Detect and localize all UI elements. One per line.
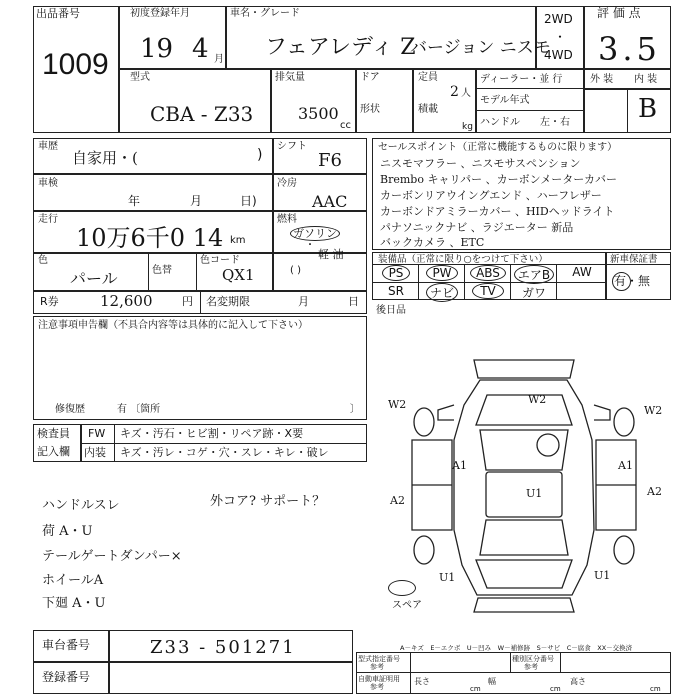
diagram-label: A2 [647, 485, 662, 498]
diagram-label: U1 [439, 571, 456, 584]
inspection-month-unit: 月 [190, 194, 203, 208]
load-unit: kg [462, 122, 473, 132]
color-change-label: 色替 [152, 265, 172, 276]
notes-label: 注意事項申告欄（不具合内容等は具体的に記入して下さい） [38, 320, 308, 331]
model-value: フェアレディ Z [265, 35, 416, 60]
type-value: CBA - Z33 [150, 102, 254, 126]
fuel-paren: ( ) [290, 265, 301, 276]
shape-label: 形状 [360, 104, 380, 115]
disp-unit: cc [340, 120, 351, 131]
selling-point-line: ニスモマフラー 、ニスモサスペンション [380, 157, 581, 170]
grade-value: バージョン ニスモ [410, 38, 551, 58]
disp-value: 3500 [298, 104, 339, 123]
drive-4wd: 4WD [544, 48, 573, 62]
equip-abs: ABS [470, 265, 506, 281]
shift-label: シフト [277, 141, 307, 152]
note-line: 下廻 A・U [42, 596, 106, 611]
selling-points-label: セールスポイント（正常に機能するものに限ります） [378, 142, 618, 153]
selling-point-line: Brembo キャリパー 、カーボンメーターカバー [380, 173, 618, 186]
first-reg-month: 4 [192, 34, 209, 64]
equip-aw: AW [572, 265, 592, 279]
inspection-year-unit: 年 [128, 194, 141, 208]
width-label: 幅 [488, 677, 496, 686]
repair-value: 有 〔箇所 [117, 404, 161, 415]
inspection-label: 車検 [38, 178, 58, 189]
handle-value: 左・右 [540, 117, 570, 128]
diagram-label: U1 [594, 569, 611, 582]
inspection-day-unit: 日) [240, 194, 257, 208]
model-year-label: モデル年式 [480, 95, 530, 106]
color-value: パール [70, 269, 118, 288]
exterior-label: 外 装 [590, 74, 614, 85]
model-label: 車名・グレード [230, 8, 300, 19]
rear-seat-label: 後日品 [376, 305, 406, 316]
history-paren: ) [257, 147, 263, 163]
cert2-sub: 参考 [370, 683, 384, 691]
color-label: 色 [38, 255, 48, 266]
lot-number: 1009 [42, 48, 109, 81]
recycle-label: R券 [40, 295, 59, 308]
load-label: 積載 [418, 104, 438, 115]
first-reg-month-unit: 月 [214, 54, 224, 65]
warranty-label: 新車保証書 [610, 254, 658, 265]
interior-score: B [638, 94, 658, 124]
registration-label: 登録番号 [42, 670, 91, 684]
inspector-label-2: 記入欄 [37, 445, 70, 458]
warranty-value: 有・無 [614, 274, 651, 288]
diagram-label: W2 [528, 393, 547, 406]
rename-month-unit: 月 [298, 295, 309, 308]
damage-legend: A－キズ E－エクボ U－凹み W－補修跡 S－サビ C－腐食 XX－交換済 [400, 644, 633, 652]
color-code-value: QX1 [222, 266, 255, 284]
selling-point-line: バックカメラ 、ETC [380, 236, 485, 249]
spare-label: スペア [392, 600, 422, 611]
first-reg-label: 初度登録年月 [130, 8, 190, 19]
ac-label: 冷房 [277, 178, 297, 189]
equip-airbag: エアB [514, 265, 554, 284]
note-line: ホイールA [42, 573, 104, 588]
length-label: 長さ [414, 677, 430, 686]
selling-point-line: カーボンリアウイングエンド 、ハーフレザー [380, 189, 602, 202]
lot-label: 出品番号 [36, 7, 80, 20]
cert-label: 型式指定番号 [358, 655, 400, 663]
diagram-label: A2 [390, 494, 405, 507]
chassis-label: 車台番号 [42, 638, 91, 652]
fuel-label: 燃料 [277, 214, 297, 225]
equip-gawa: ガワ [521, 286, 546, 300]
inspector-int-line: キズ・汚レ・コゲ・穴・スレ・キレ・破レ [120, 446, 329, 459]
mileage-value: 10万6千0 14 [76, 224, 224, 252]
cert-sub: 参考 [370, 663, 384, 671]
note-line: テールゲートダンパー× [42, 549, 182, 564]
disp-label: 排気量 [275, 72, 305, 83]
inspector-fw-line: キズ・汚石・ヒビ割・リペア跡・X要 [120, 427, 304, 440]
fuel-dot: ・ [305, 240, 315, 251]
chassis-number: Z33 - 501271 [150, 637, 296, 658]
equip-ps: PS [382, 265, 410, 281]
rename-day-unit: 日 [348, 295, 359, 308]
width-unit: cm [550, 685, 561, 693]
diagram-label: A1 [452, 459, 467, 472]
recycle-value: 12,600 [100, 292, 153, 310]
type-label: 型式 [130, 72, 150, 83]
diagram-label: W2 [388, 398, 407, 411]
color-code-label: 色コード [200, 255, 240, 266]
inspector-interior: 内装 [84, 446, 106, 459]
capacity-value: 2 [450, 84, 459, 100]
selling-point-line: カーボンドアミラーカバー 、HIDヘッドライト [380, 205, 615, 218]
selling-point-line: パナソニックナビ 、ラジエーター 新品 [380, 221, 574, 234]
interior-label: 内 装 [634, 74, 658, 85]
history-value: 自家用・( [72, 149, 138, 167]
capacity-unit: 人 [461, 88, 471, 99]
height-unit: cm [650, 685, 661, 693]
drive-2wd: 2WD [544, 12, 573, 26]
car-damage-diagram [372, 350, 672, 620]
equipment-label: 装備品（正常に限り○をつけて下さい） [378, 254, 548, 265]
history-label: 車歴 [38, 141, 58, 152]
dealer-label: ディーラー・並 行 [480, 74, 563, 85]
aside-note: 外コア? サポート？ [210, 494, 326, 509]
door-label: ドア [360, 72, 380, 83]
first-reg-year: 19 [140, 34, 174, 64]
spare-circle [388, 580, 416, 596]
equip-sr: SR [388, 284, 404, 298]
capacity-label: 定員 [418, 72, 438, 83]
cert2-label: 自動車証明用 [358, 675, 400, 683]
inspector-fw: FW [88, 427, 106, 440]
recycle-unit: 円 [182, 295, 193, 308]
fuel-light: 軽 油 [318, 248, 344, 261]
repair-close: 〕 [350, 404, 360, 415]
warranty-circle [612, 272, 631, 291]
score-value: 3.5 [598, 30, 661, 68]
note-line: 荷 A・U [42, 524, 93, 539]
diagram-label: A1 [618, 459, 633, 472]
repair-label: 修復歴 [55, 404, 85, 415]
rename-label: 名変期限 [206, 295, 250, 308]
equip-tv: TV [472, 283, 504, 299]
fuel-gasoline: ガソリン [290, 226, 340, 241]
handle-label: ハンドル [480, 117, 520, 128]
equip-pw: PW [426, 265, 458, 281]
ac-value: AAC [312, 192, 348, 211]
inspector-label-1: 検査員 [37, 427, 70, 440]
length-unit: cm [470, 685, 481, 693]
equip-navi: ナビ [426, 283, 458, 302]
drive-sep: ・ [554, 30, 567, 44]
shift-value: F6 [318, 150, 342, 171]
mileage-label: 走行 [38, 214, 58, 225]
score-label: 評 価 点 [597, 6, 641, 20]
class-sub: 参考 [524, 663, 538, 671]
height-label: 高さ [570, 677, 586, 686]
diagram-label: U1 [526, 487, 543, 500]
header-box [33, 6, 671, 133]
note-line: ハンドルスレ [42, 498, 120, 513]
class-label: 種別区分番号 [512, 655, 554, 663]
diagram-label: W2 [644, 404, 663, 417]
mileage-unit: km [230, 235, 246, 246]
